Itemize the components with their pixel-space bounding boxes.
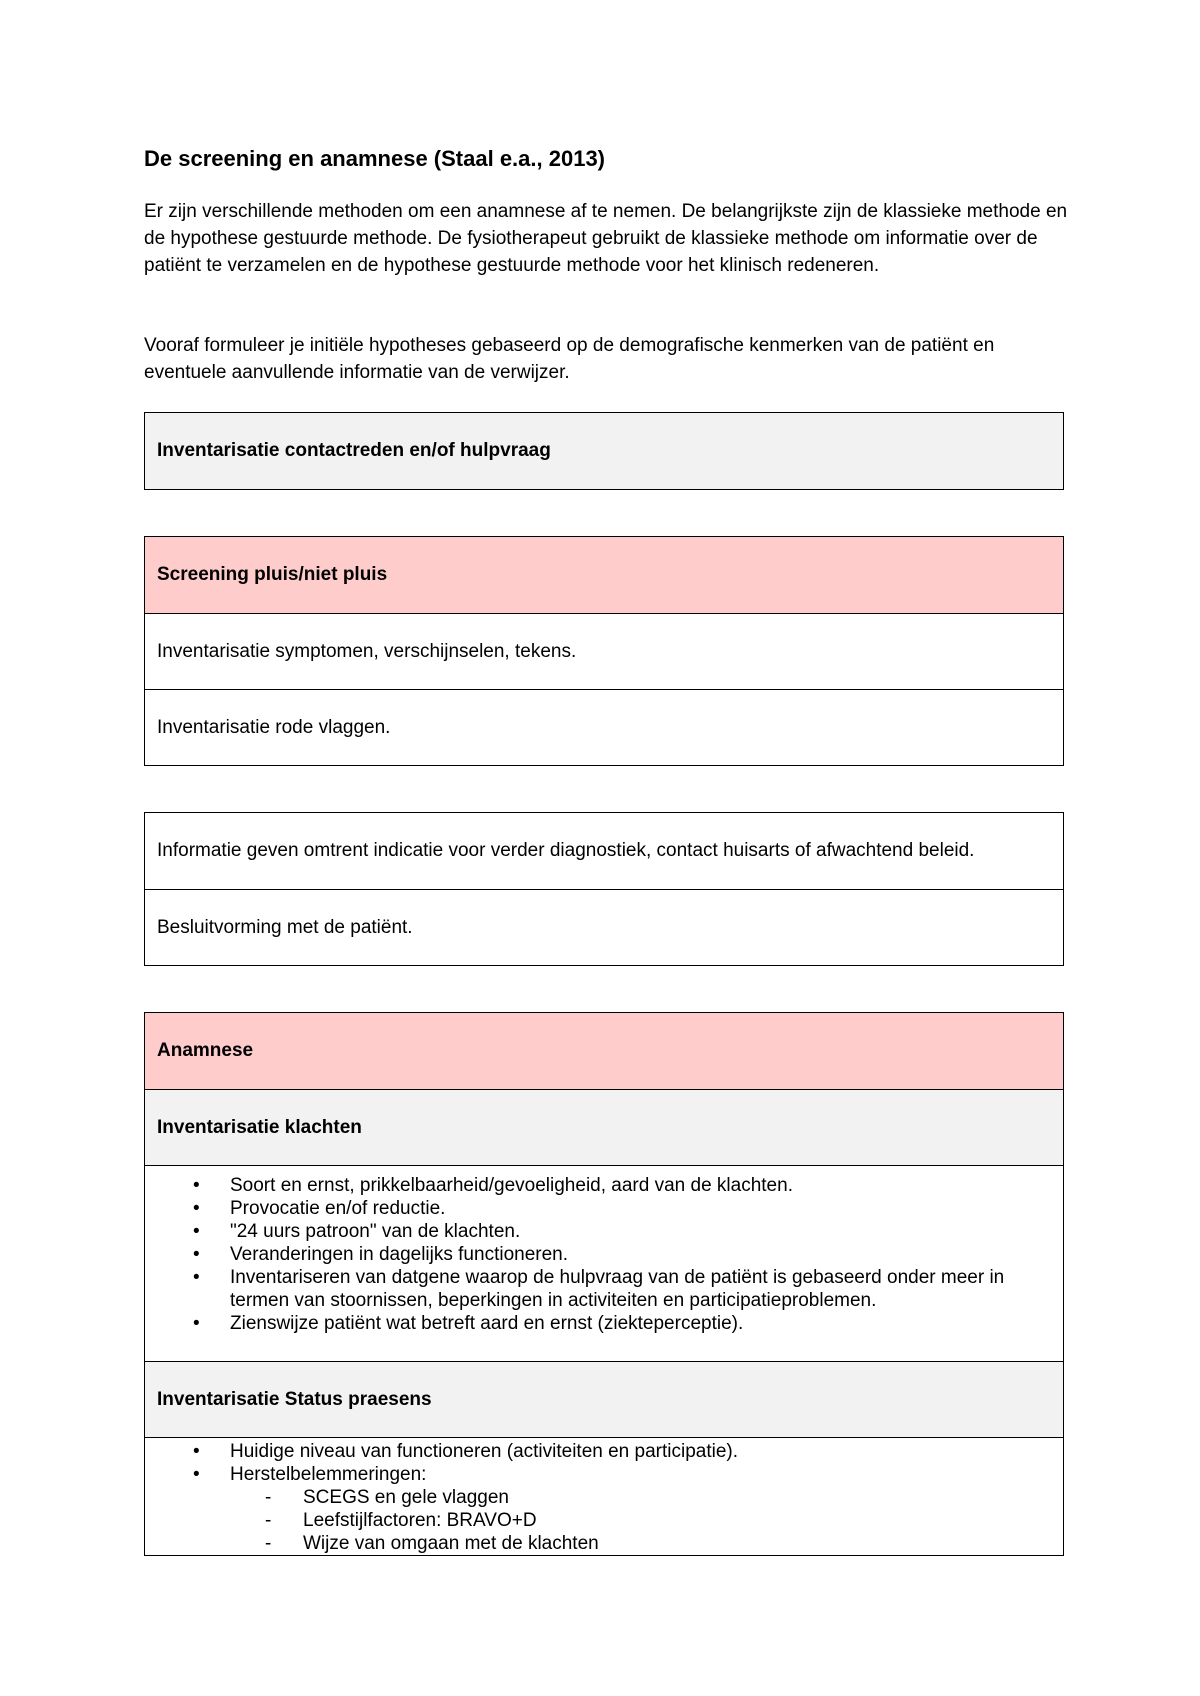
screening-header: Screening pluis/niet pluis [145,537,1063,613]
sub-list-item: - Leefstijlfactoren: BRAVO+D [265,1510,537,1531]
list-item: • Soort en ernst, prikkelbaarheid/gevoeligheid, aard van de klachten. [193,1175,793,1196]
dash-icon: - [265,1533,272,1554]
sub-list-item: - Wijze van omgaan met de klachten [265,1533,599,1554]
list-item: • Inventariseren van datgene waarop de hulpvraag van de patiënt is gebaseerd onder meer in termen van stoornissen, beperkingen in activiteiten en participatieproblemen. [193,1267,1005,1311]
bullet-icon: • [193,1441,200,1462]
bullet-icon: • [193,1175,200,1196]
status-praesens-header: Inventarisatie Status praesens [145,1361,1063,1437]
list-item: • Provocatie en/of reductie. [193,1198,446,1219]
anamnese-table [144,1012,1064,1556]
list-item: • Herstelbelemmeringen: - SCEGS en gele vlaggen - Leefstijlfactoren: BRAVO+D - Wijze van omgaan met de klachten [145,1463,1063,1555]
anamnese-header: Anamnese [145,1013,1063,1089]
list-item: • Zienswijze patiënt wat betreft aard en ernst (ziekteperceptie). [193,1313,744,1334]
list-item: • Veranderingen in dagelijks functioneren. [193,1244,569,1265]
dash-icon: - [265,1487,272,1508]
list-item: • Huidige niveau van functioneren (activiteiten en participatie). [193,1441,739,1462]
screening-table [144,536,1064,766]
page-title: De screening en anamnese (Staal e.a., 2013) [144,146,606,171]
besluitvorming-row: Besluitvorming met de patiënt. [145,889,1063,965]
bullet-icon: • [193,1464,200,1485]
klachten-list-cell [145,1165,1063,1361]
contactreden-header: Inventarisatie contactreden en/of hulpvraag [145,413,1063,489]
status-praesens-list-cell [145,1437,1063,1555]
herstelbelemmeringen-sublist [145,1486,1043,1555]
informatie-table [144,812,1064,966]
bullet-icon: • [193,1267,200,1288]
dash-icon: - [265,1510,272,1531]
bullet-icon: • [193,1313,200,1334]
informatie-row: Informatie geven omtrent indicatie voor verder diagnostiek, contact huisarts of afwachtend beleid. [157,840,975,861]
hypothesis-paragraph: Vooraf formuleer je initiële hypotheses gebaseerd op de demografische kenmerken van de patiënt en eventuele aanvullende informatie van de verwijzer. [144,335,995,383]
screening-row-red-flags: Inventarisatie rode vlaggen. [145,689,1063,765]
contactreden-table [144,412,1064,490]
sub-list-item: - SCEGS en gele vlaggen [265,1487,509,1508]
bullet-icon: • [193,1244,200,1265]
bullet-icon: • [193,1221,200,1242]
klachten-header: Inventarisatie klachten [145,1089,1063,1165]
bullet-icon: • [193,1198,200,1219]
list-item: • "24 uurs patroon" van de klachten. [193,1221,521,1242]
intro-paragraph: Er zijn verschillende methoden om een anamnese af te nemen. De belangrijkste zijn de klassieke methode en de hypothese gestuurde methode. De fysiotherapeut gebruikt de klassieke methode om informatie over de patiënt te verzamelen en de hypothese gestuurde methode voor het klinisch redeneren. [144,201,1068,276]
screening-row-symptoms: Inventarisatie symptomen, verschijnselen, tekens. [145,613,1063,689]
status-praesens-list [145,1440,1063,1555]
klachten-list [145,1174,1063,1335]
